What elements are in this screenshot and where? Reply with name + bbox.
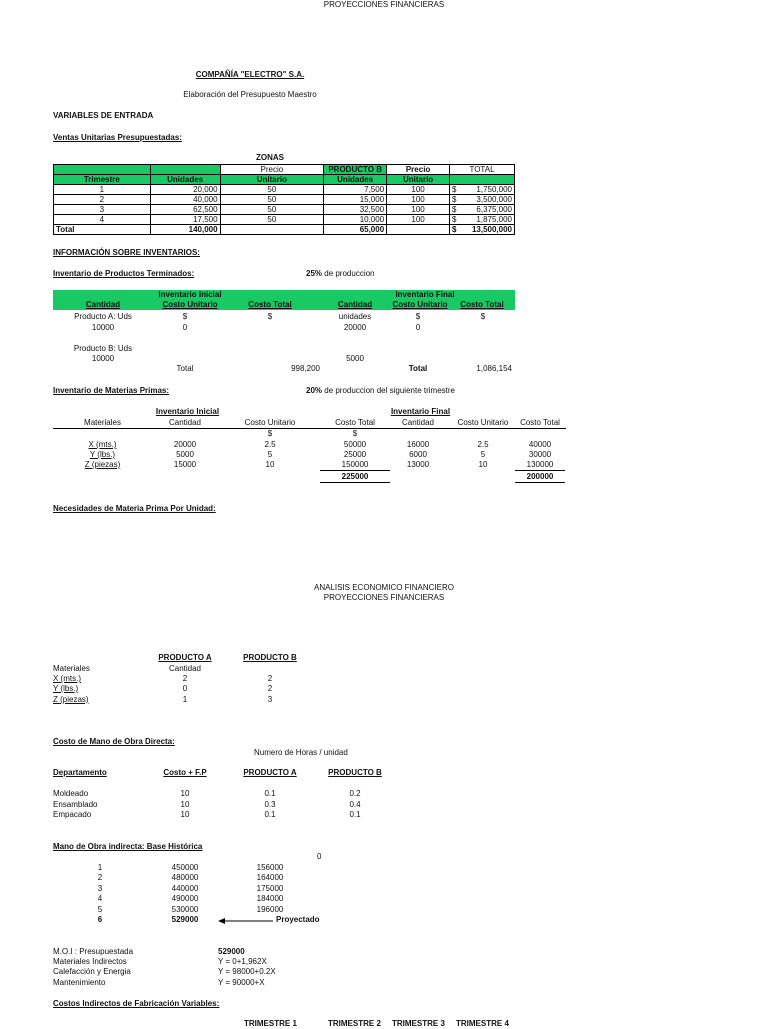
finished-pct: 25% de produccion — [306, 269, 375, 278]
sales-header-bottom — [54, 175, 515, 185]
raw-materials-heading: Inventario de Materias Primas: — [53, 386, 170, 395]
finished-goods-heading: Inventario de Productos Terminados: — [53, 269, 195, 278]
indirect-heading: Mano de Obra indirecta: Base Histórica — [53, 842, 203, 851]
col-precio-a: Precio — [220, 165, 324, 175]
table-row: 2 40,000 50 15,000 100 $ 3,500,000 — [54, 195, 515, 205]
raw-pct: 20% de produccion del siguiente trimestre — [306, 386, 455, 395]
table-row: 1 20,000 50 7,500 100 $ 1,750,000 — [54, 185, 515, 195]
col-unitario-a: Unitario — [220, 175, 324, 185]
analysis-title: ANALISIS ECONOMICO FINANCIERO — [313, 583, 455, 592]
arrow-left-icon — [218, 917, 274, 925]
needs-heading: Necesidades de Materia Prima Por Unidad: — [53, 504, 216, 513]
sales-total-row: Total 140,000 65,000 $ 13,500,000 — [54, 225, 515, 235]
col-producto-b: PRODUCTO B — [324, 165, 387, 175]
sales-heading: Ventas Unitarias Presupuestadas: — [53, 133, 182, 142]
col-unidades-a: Unidades — [150, 175, 220, 185]
inventory-heading: INFORMACIÓN SOBRE INVENTARIOS: — [53, 248, 200, 257]
sales-header-top — [54, 165, 515, 175]
company-name: COMPAÑÍA "ELECTRO" S.A. — [195, 70, 305, 79]
analysis-subtitle: PROYECCIONES FINANCIERAS — [323, 593, 445, 602]
col-unidades-b: Unidades — [324, 175, 387, 185]
col-trimestre: Trimestre — [54, 175, 151, 185]
col-precio-b: Precio — [387, 165, 450, 175]
zones-label: ZONAS — [256, 153, 284, 162]
col-unitario-b: Unitario — [387, 175, 450, 185]
col-total: TOTAL — [450, 165, 515, 175]
sales-table — [53, 164, 515, 235]
table-row: 3 62,500 50 32,500 100 $ 6,375,000 — [54, 205, 515, 215]
page-header-title: PROYECCIONES FINANCIERAS — [323, 0, 445, 9]
table-row: 4 17,500 50 10,000 100 $ 1,875,000 — [54, 215, 515, 225]
labor-heading: Costo de Mano de Obra Directa: — [53, 737, 175, 746]
variables-heading: VARIABLES DE ENTRADA — [53, 111, 154, 120]
cif-heading: Costos Indirectos de Fabricación Variables: — [53, 999, 220, 1008]
raw-header-rule — [53, 428, 566, 429]
company-subtitle: Elaboración del Presupuesto Maestro — [183, 90, 317, 99]
